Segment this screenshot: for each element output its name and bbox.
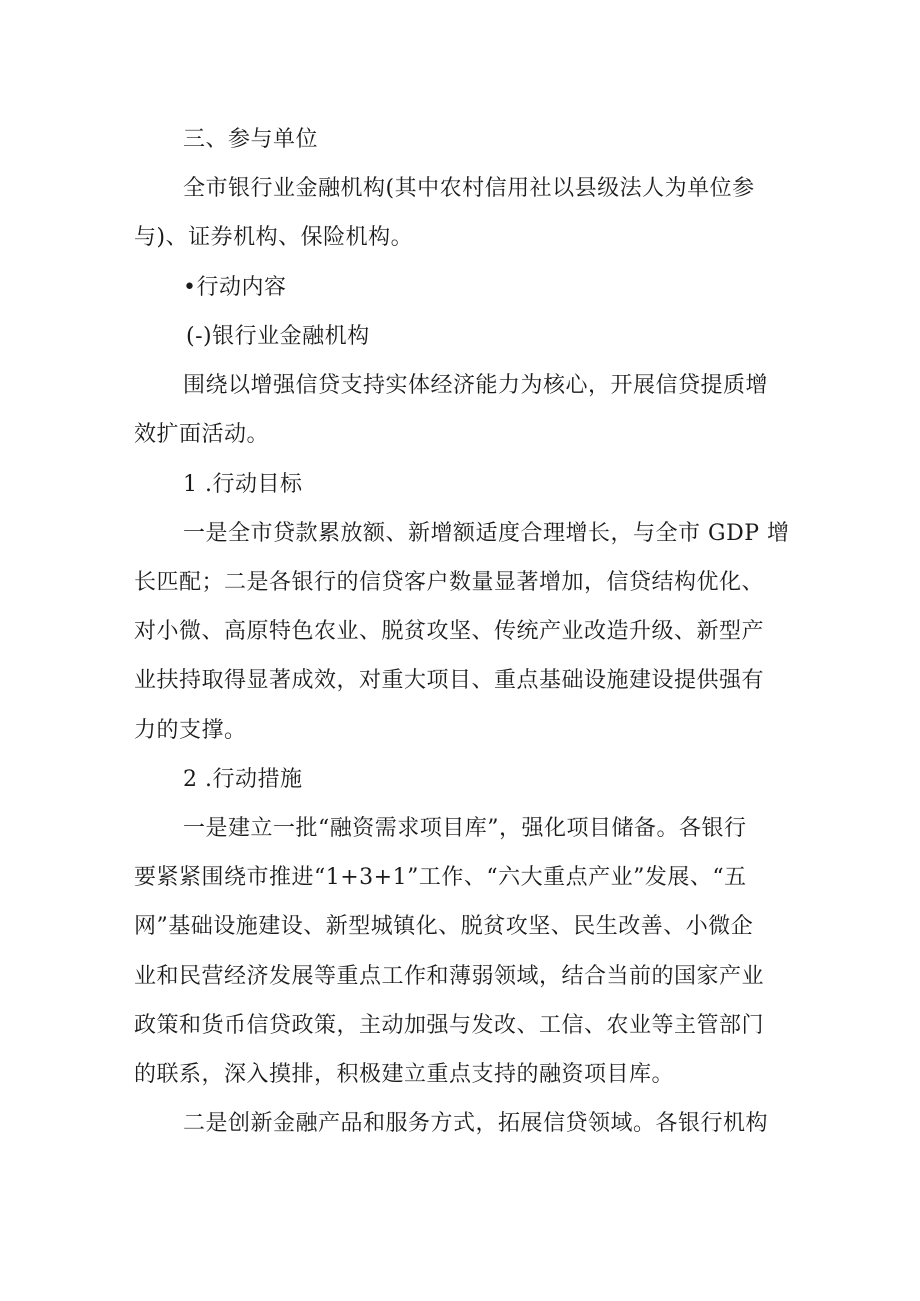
item-heading-goals: 1 .行动目标 (183, 472, 303, 497)
paragraph-line: 业扶持取得显著成效，对重大项目、重点基础设施建设提供强有 (134, 668, 765, 693)
subsection-heading-banking: (-)银行业金融机构 (186, 324, 370, 349)
paragraph-line: 效扩面活动。 (134, 422, 270, 447)
paragraph-line: 一是建立一批“融资需求项目库”，强化项目储备。各银行 (183, 816, 747, 841)
paragraph-line: 与)、证券机构、保险机构。 (134, 225, 414, 250)
item-heading-measures: 2 .行动措施 (183, 767, 303, 792)
paragraph-line: 长匹配；二是各银行的信贷客户数量显著增加，信贷结构优化、 (134, 570, 765, 595)
paragraph-line: 全市银行业金融机构(其中农村信用社以县级法人为单位参 (183, 176, 755, 201)
paragraph-line: 对小微、高原特色农业、脱贫攻坚、传统产业改造升级、新型产 (134, 619, 765, 644)
paragraph-line: 二是创新金融产品和服务方式，拓展信贷领域。各银行机构 (183, 1111, 769, 1136)
paragraph-line: 政策和货币信贷政策，主动加强与发改、工信、农业等主管部门 (134, 1013, 765, 1038)
section-heading-participants: 三、参与单位 (183, 127, 319, 152)
paragraph-line: 一是全市贷款累放额、新增额适度合理增长，与全市 GDP 增 (183, 521, 790, 546)
paragraph-line: 围绕以增强信贷支持实体经济能力为核心，开展信贷提质增 (183, 373, 769, 398)
paragraph-line: 的联系，深入摸排，积极建立重点支持的融资项目库。 (134, 1062, 675, 1087)
paragraph-line: 网”基础设施建设、新型城镇化、脱贫攻坚、民生改善、小微企 (134, 914, 754, 939)
paragraph-line: 要紧紧围绕市推进“1+3+1”工作、“六大重点产业”发展、“五 (134, 865, 747, 890)
section-heading-actions: •行动内容 (183, 275, 287, 300)
paragraph-line: 业和民营经济发展等重点工作和薄弱领域，结合当前的国家产业 (134, 964, 765, 989)
paragraph-line: 力的支撑。 (134, 718, 247, 743)
